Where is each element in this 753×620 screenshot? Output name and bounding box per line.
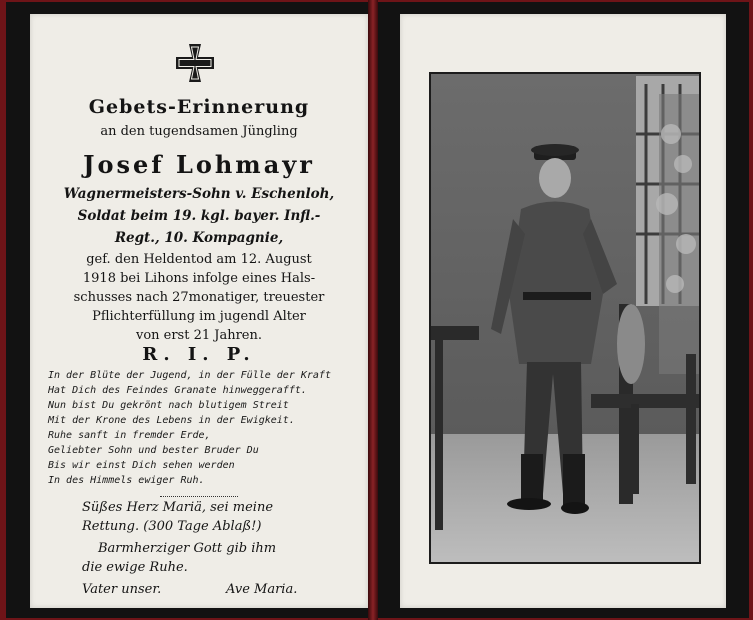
company-line: Regt., 10. Kompagnie, (114, 230, 284, 246)
poem-line: Hat Dich des Feindes Granate hinweggerafft. (48, 385, 307, 396)
prayer-line: die ewige Ruhe. (82, 560, 188, 575)
poem-line: In der Blüte der Jugend, in der Fülle der Kraft (48, 370, 331, 381)
card-title: Gebets-Erinnerung (88, 96, 310, 118)
left-card (6, 2, 368, 618)
poem-line: Ruhe sanft in fremder Erde, (48, 430, 211, 441)
right-card (378, 2, 749, 618)
prayer-line: Süßes Herz Mariä, sei meine (82, 500, 274, 515)
death-text-line: gef. den Heldentod am 12. August (86, 252, 312, 267)
poem-line: Mit der Krone des Lebens in der Ewigkeit. (48, 415, 295, 426)
occupation-line: Wagnermeisters-Sohn v. Eschenloh, (63, 186, 335, 202)
regiment-line: Soldat beim 19. kgl. bayer. Infl.- (77, 208, 321, 224)
soldier-portrait-photo (429, 72, 701, 564)
prayer-vater-unser: Vater unser. (82, 582, 162, 597)
card-spine (368, 0, 378, 620)
poem-line: Bis wir einst Dich sehen werden (48, 460, 235, 471)
death-text-line: 1918 bei Lihons infolge eines Hals- (82, 271, 316, 286)
prayer-line: Rettung. (300 Tage Ablaß!) (82, 519, 262, 534)
death-text-line: von erst 21 Jahren. (135, 328, 263, 343)
rip-heading: R. I. P. (142, 344, 256, 365)
deceased-name: Josef Lohmayr (83, 150, 315, 179)
memorial-text-panel (30, 14, 368, 608)
dotted-divider (160, 496, 238, 497)
death-text-line: schusses nach 27monatiger, treuester (73, 290, 325, 305)
iron-cross-icon (174, 42, 216, 84)
card-subtitle: an den tugendsamen Jüngling (100, 124, 298, 139)
photo-panel (400, 14, 726, 608)
death-text-line: Pflichterfüllung im jugendl Alter (92, 309, 306, 324)
prayer-line: Barmherziger Gott gib ihm (98, 541, 277, 556)
poem-line: In des Himmels ewiger Ruh. (48, 475, 205, 486)
poem-line: Nun bist Du gekrönt nach blutigem Streit (48, 400, 289, 411)
prayer-ave-maria: Ave Maria. (226, 582, 298, 597)
poem-line: Geliebter Sohn und bester Bruder Du (48, 445, 259, 456)
